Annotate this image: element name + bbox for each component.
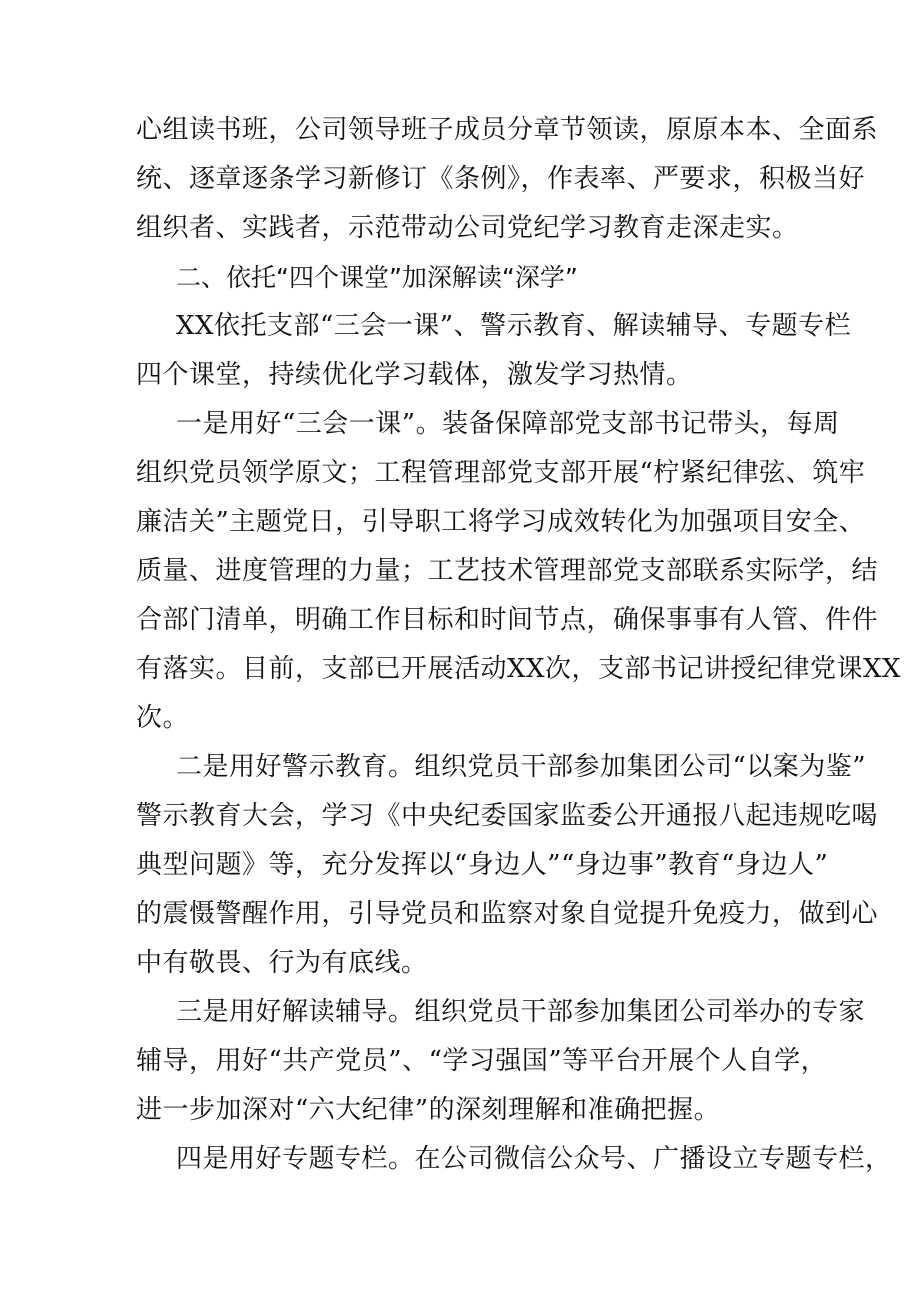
text-line: 四是用好专题专栏。在公司微信公众号、广播设立专题专栏， (176, 1144, 892, 1174)
text-line: 廉洁关”主题党日，引导职工将学习成效转化为加强项目安全、 (136, 507, 866, 537)
text-line: 警示教育大会，学习《中央纪委国家监委公开通报八起违规吃喝 (136, 801, 879, 831)
text-line: 合部门清单，明确工作目标和时间节点，确保事事有人管、件件 (136, 605, 879, 635)
text-line: 质量、进度管理的力量；工艺技术管理部党支部联系实际学，结 (136, 556, 879, 586)
text-line: 进一步加深对“六大纪律”的深刻理解和准确把握。 (136, 1095, 721, 1125)
text-line: 典型问题》等，充分发挥以“身边人”“身边事”教育“身边人” (136, 850, 829, 880)
section-heading: 二、依托“四个课堂”加深解读“深学” (176, 263, 578, 292)
text-line: 四个课堂，持续优化学习载体，激发学习热情。 (136, 360, 693, 390)
text-line: 二是用好警示教育。组织党员干部参加集团公司“以案为鉴” (176, 752, 867, 782)
text-line: 心组读书班，公司领导班子成员分章节领读，原原本本、全面系 (136, 115, 879, 145)
section-intro-paragraph (136, 302, 852, 400)
text-line: 组织者、实践者，示范带动公司党纪学习教育走深走实。 (136, 213, 799, 243)
intro-paragraph (136, 106, 879, 253)
text-line: 三是用好解读辅导。组织党员干部参加集团公司举办的专家 (176, 997, 866, 1027)
text-line: 组织党员领学原文；工程管理部党支部开展“柠紧纪律弦、筑牢 (136, 458, 866, 488)
text-line: 统、逐章逐条学习新修订《条例》，作表率、严要求，积极当好 (136, 164, 866, 194)
item-3-paragraph (136, 988, 866, 1135)
text-line: 中有敬畏、行为有底线。 (136, 948, 428, 978)
text-line: XX依托支部“三会一课”、警示教育、解读辅导、专题专栏 (176, 311, 852, 341)
text-line: 的震慑警醒作用，引导党员和监察对象自觉提升免疫力，做到心 (136, 899, 879, 929)
document-page (136, 106, 902, 1184)
item-1-paragraph (136, 400, 902, 743)
text-line: 辅导，用好“共产党员”、“学习强国”等平台开展个人自学， (136, 1046, 828, 1076)
item-2-paragraph (136, 743, 879, 988)
text-line: 有落实。目前，支部已开展活动XX次，支部书记讲授纪律党课XX (136, 654, 902, 684)
text-line: 次。 (136, 703, 190, 733)
item-4-paragraph (136, 1135, 892, 1184)
text-line: 一是用好“三会一课”。装备保障部党支部书记带头，每周 (176, 409, 840, 439)
